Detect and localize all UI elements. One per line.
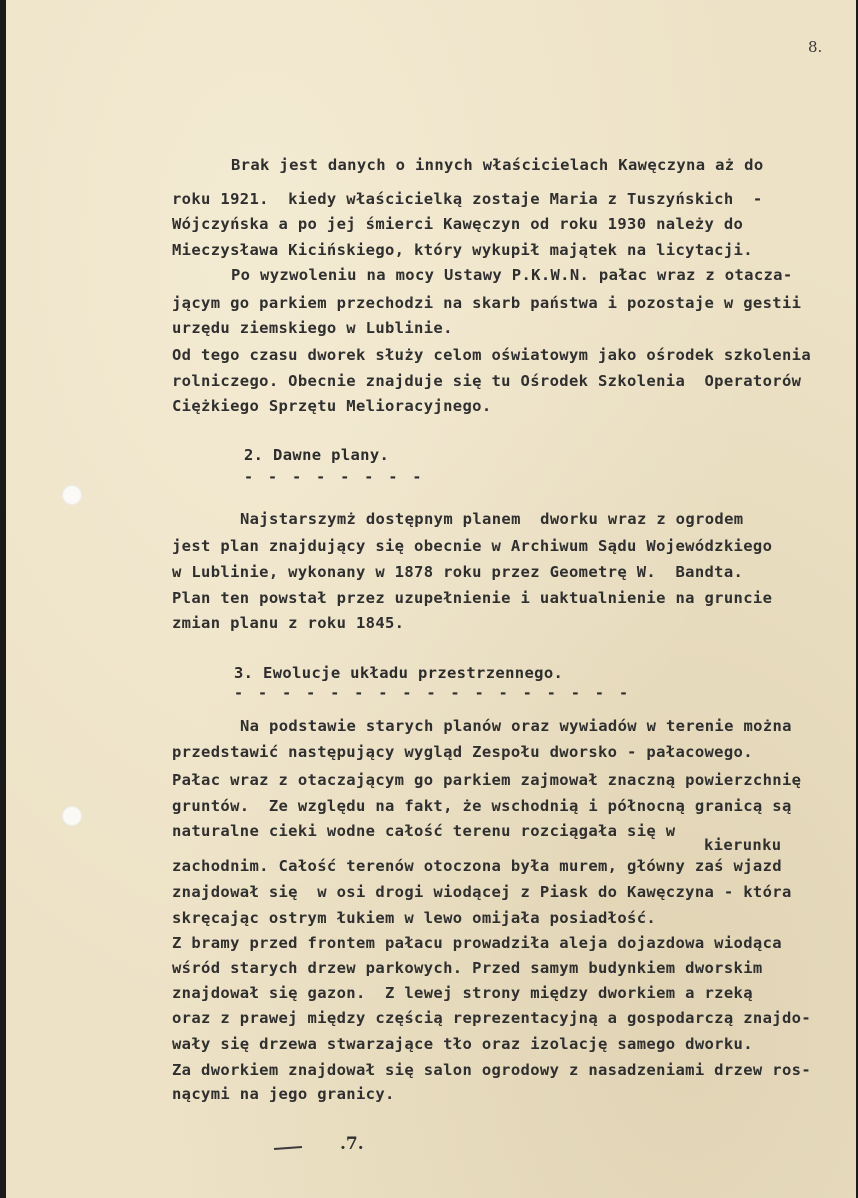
- page-number: 8.: [808, 38, 823, 56]
- text-line: zmian planu z roku 1845.: [172, 614, 405, 632]
- text-line: wały się drzewa stwarzające tło oraz izolację samego dworku.: [172, 1035, 753, 1053]
- text-line: znajdował się gazon. Z lewej strony między dworkiem a rzeką: [172, 984, 753, 1002]
- footer-page-mark: .7.: [340, 1134, 364, 1154]
- text-line: Po wyzwoleniu na mocy Ustawy P.K.W.N. pałac wraz z otacza-: [231, 266, 793, 284]
- text-line: skręcając ostrym łukiem w lewo omijała posiadłość.: [172, 909, 657, 927]
- text-line: Mieczysława Kicińskiego, który wykupił majątek na licytacji.: [172, 241, 753, 259]
- text-line: roku 1921. kiedy właścicielką zostaje Maria z Tuszyńskich -: [172, 190, 763, 208]
- heading-underline: - - - - - - - - - - - - - - - - -: [234, 684, 632, 702]
- text-line: zachodnim. Całość terenów otoczona była murem, główny zaś wjazd: [172, 857, 782, 875]
- text-line: Wójczyńska a po jej śmierci Kawęczyn od roku 1930 należy do: [172, 215, 744, 233]
- text-line: Brak jest danych o innych właścicielach Kawęczyna aż do: [231, 156, 764, 174]
- document-page: [6, 0, 856, 1198]
- text-line: przedstawić następujący wygląd Zespołu dworsko - pałacowego.: [172, 743, 753, 761]
- text-line: gruntów. Ze względu na fakt, że wschodnią i północną granicą są: [172, 797, 792, 815]
- text-line: Z bramy przed frontem pałacu prowadziła aleja dojazdowa wiodąca: [172, 934, 782, 952]
- section-heading: 3. Ewolucje układu przestrzennego.: [234, 664, 564, 682]
- text-line: jest plan znajdujący się obecnie w Archiwum Sądu Wojewódzkiego: [172, 537, 773, 555]
- text-line: wśród starych drzew parkowych. Przed samym budynkiem dworskim: [172, 959, 763, 977]
- text-line: Ciężkiego Sprzętu Melioracyjnego.: [172, 397, 492, 415]
- text-line: oraz z prawej między częścią reprezentacyjną a gospodarczą znajdo-: [172, 1009, 811, 1027]
- text-line: kierunku: [704, 836, 782, 854]
- text-line: rolniczego. Obecnie znajduje się tu Ośrodek Szkolenia Operatorów: [172, 372, 802, 390]
- handwritten-dash: [274, 1146, 302, 1150]
- text-line: Na podstawie starych planów oraz wywiadów w terenie można: [240, 717, 792, 735]
- text-line: Plan ten powstał przez uzupełnienie i uaktualnienie na gruncie: [172, 589, 773, 607]
- text-line: Od tego czasu dworek służy celom oświatowym jako ośrodek szkolenia: [172, 346, 811, 364]
- section-heading: 2. Dawne plany.: [244, 446, 390, 464]
- heading-underline: - - - - - - - -: [244, 468, 425, 486]
- text-line: Najstarszymż dostępnym planem dworku wraz z ogrodem: [240, 510, 744, 528]
- text-line: Pałac wraz z otaczającym go parkiem zajmował znaczną powierzchnię: [172, 771, 802, 789]
- punch-hole: [62, 485, 82, 505]
- text-line: urzędu ziemskiego w Lublinie.: [172, 319, 453, 337]
- text-line: jącym go parkiem przechodzi na skarb państwa i pozostaje w gestii: [172, 294, 802, 312]
- text-line: Za dworkiem znajdował się salon ogrodowy z nasadzeniami drzew ros-: [172, 1061, 811, 1079]
- punch-hole: [62, 806, 82, 826]
- text-line: w Lublinie, wykonany w 1878 roku przez Geometrę W. Bandta.: [172, 563, 744, 581]
- text-line: naturalne cieki wodne całość terenu rozciągała się w: [172, 822, 676, 840]
- text-line: znajdował się w osi drogi wiodącej z Piask do Kawęczyna - która: [172, 883, 792, 901]
- text-line: nącymi na jego granicy.: [172, 1085, 395, 1103]
